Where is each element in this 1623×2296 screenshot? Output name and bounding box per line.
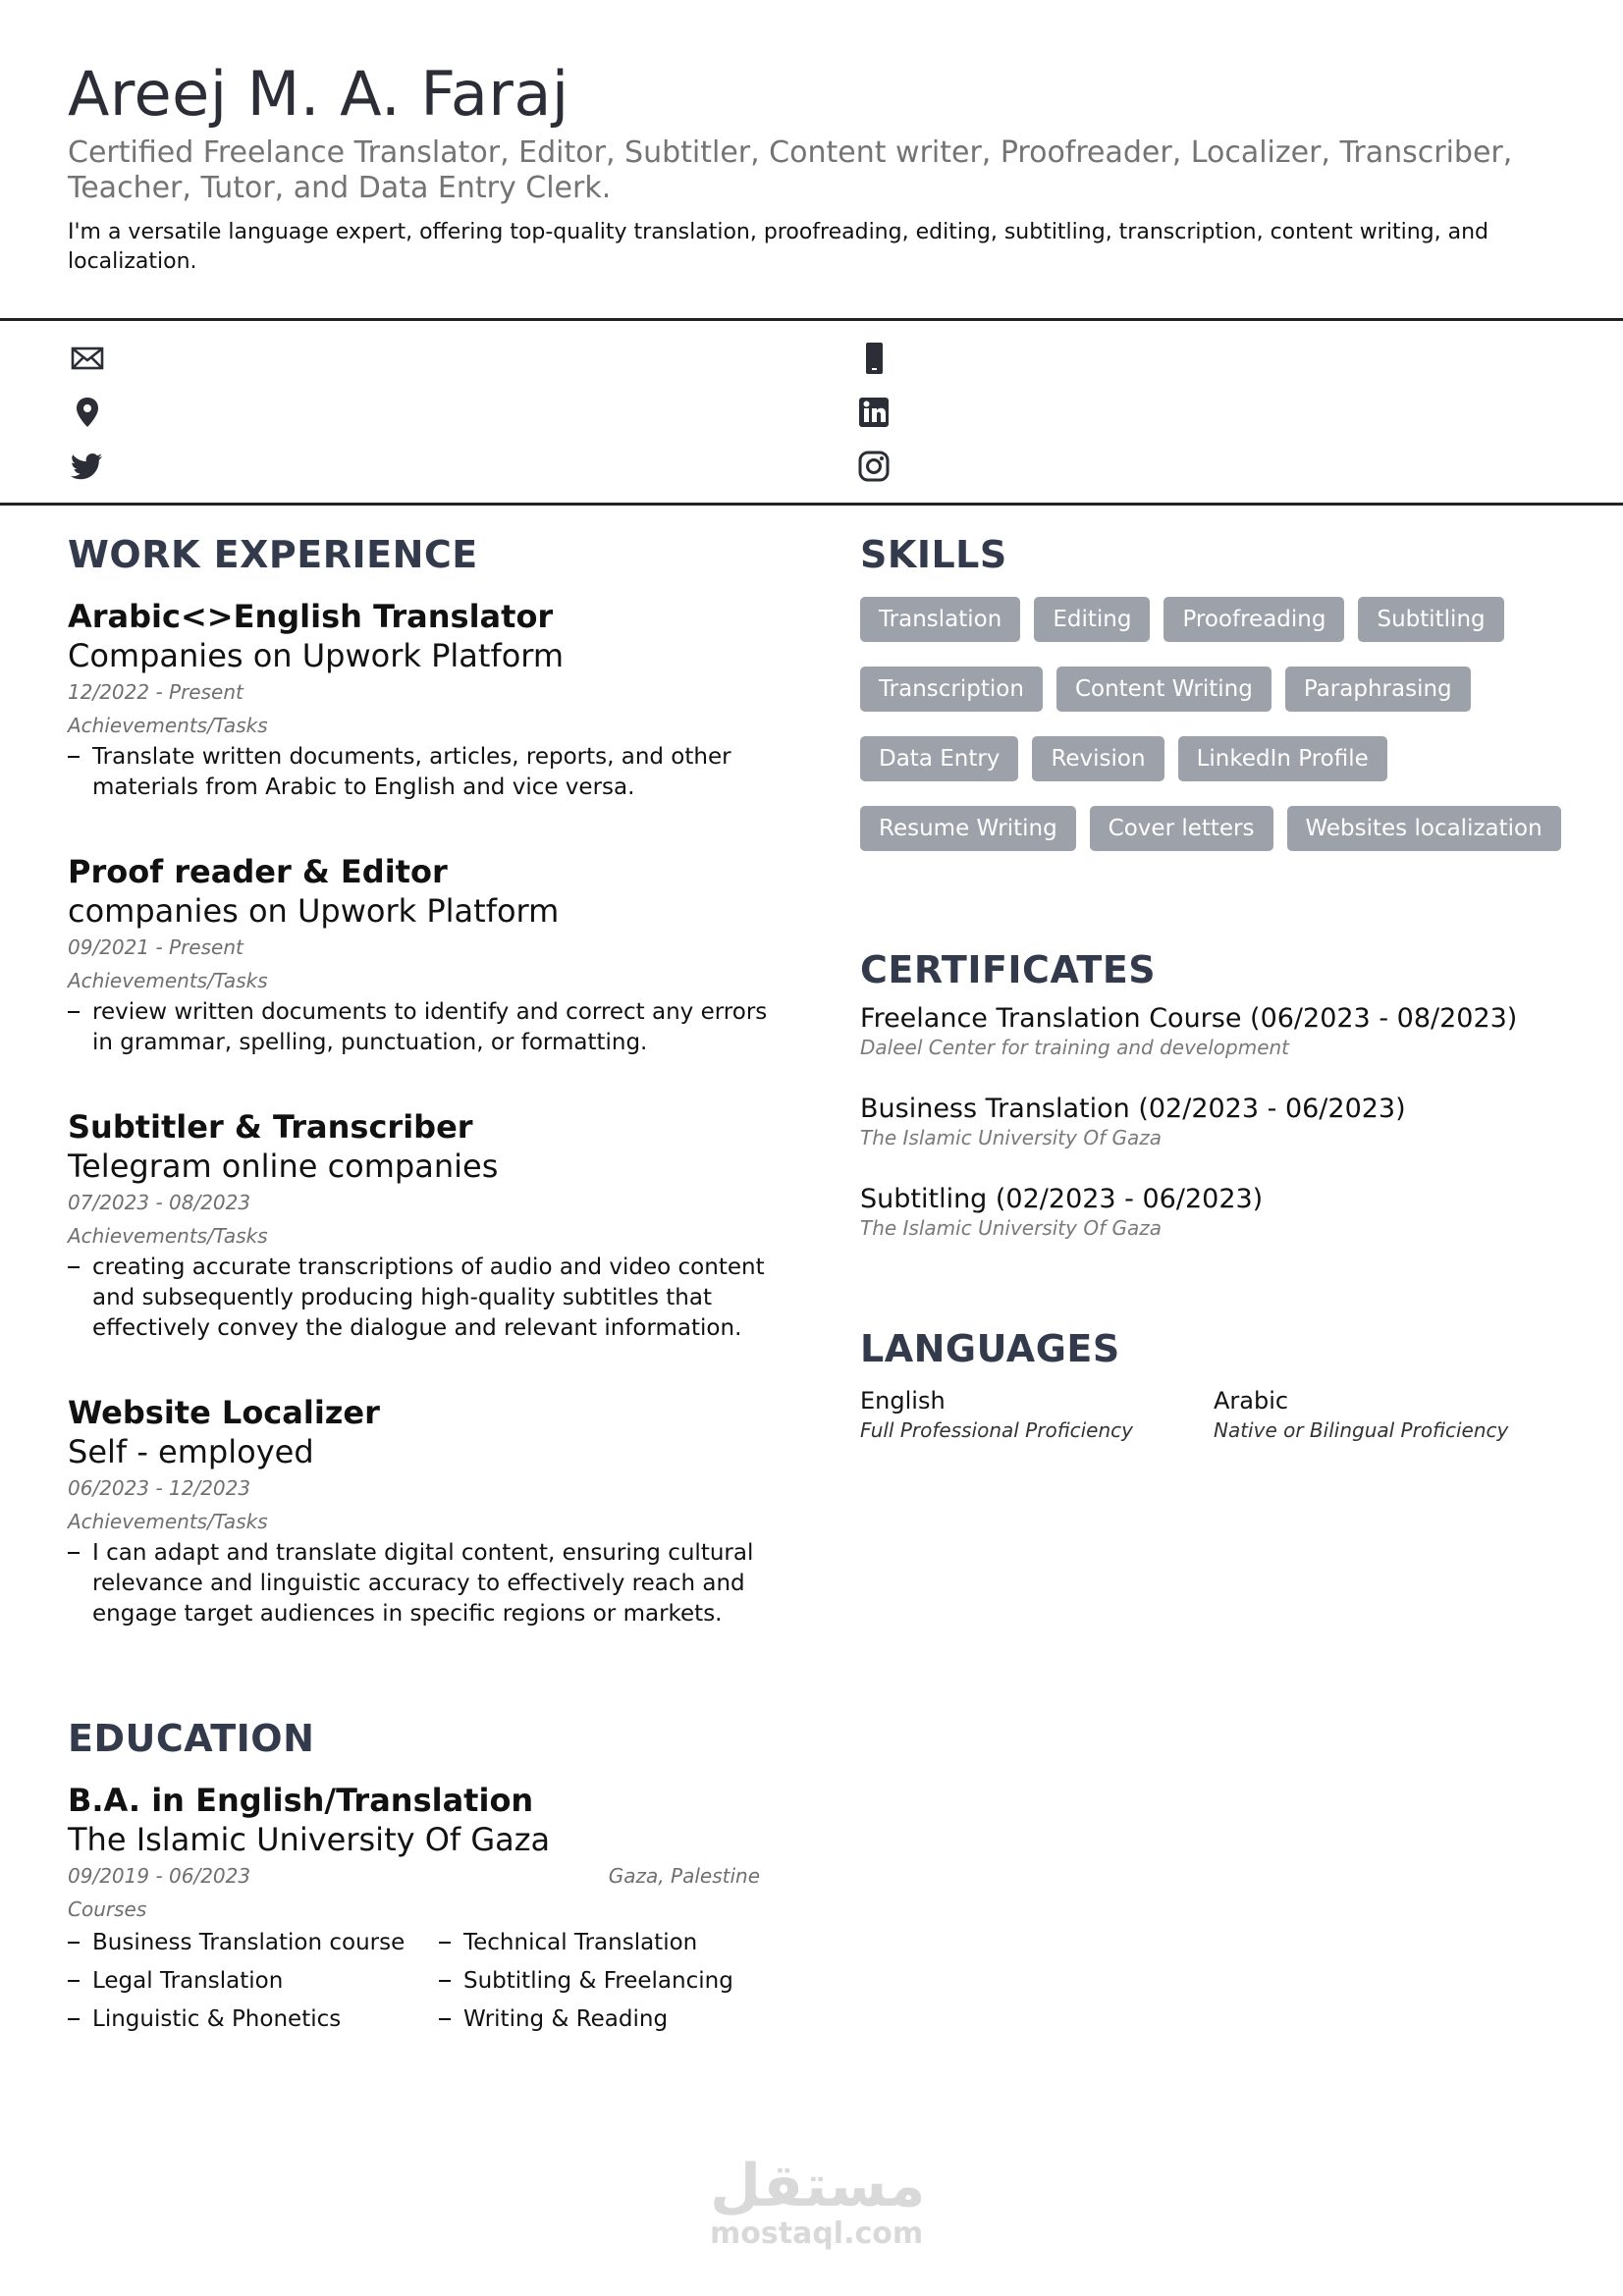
certificate-issuer: Daleel Center for training and development: [860, 1036, 1290, 1059]
education-location: Gaza, Palestine: [608, 1864, 760, 1888]
certificate-name: Business Translation (02/2023 - 06/2023): [860, 1094, 1406, 1124]
right-column: [860, 530, 1567, 1444]
certificate-issuer: The Islamic University Of Gaza: [860, 1126, 1162, 1149]
course-item: Business Translation course: [68, 1928, 439, 1958]
certificate-name: Freelance Translation Course (06/2023 - 08/2023): [860, 1003, 1518, 1034]
course-item: Linguistic & Phonetics: [68, 2004, 439, 2035]
candidate-title: Certified Freelance Translator, Editor, Subtitler, Content writer, Proofreader, Localizer, Transcriber, Teacher, Tutor, and Data Entry Clerk.: [68, 135, 1513, 205]
job-tasks: [68, 1538, 775, 1629]
watermark-latin: mostaql.com: [710, 2216, 924, 2251]
profile-summary: I'm a versatile language expert, offering top-quality translation, proofreading, editing, subtitling, transcription, content writing, and localization.: [68, 220, 1488, 274]
watermark-arabic: مستقل: [710, 2152, 926, 2220]
skill-tag: Resume Writing: [860, 806, 1076, 851]
job-task-item: creating accurate transcriptions of audio and video content and subsequently producing high-quality subtitles that effectively convey the dialogue and relevant information.: [68, 1253, 775, 1344]
job-company: companies on Upwork Platform: [68, 892, 560, 930]
job-dates: 12/2022 - Present: [68, 680, 243, 704]
job-task-item: I can adapt and translate digital content, ensuring cultural relevance and linguistic accuracy to effectively reach and engage target audiences in specific regions or markets.: [68, 1538, 775, 1629]
education-dates: 09/2019 - 06/2023: [68, 1864, 251, 1888]
section-title-skills: SKILLS: [860, 533, 1007, 576]
language-name: English: [860, 1387, 946, 1415]
job-title: Subtitler & Transcriber: [68, 1108, 473, 1146]
certificate-entry: [860, 1002, 1567, 1059]
skill-tag: Translation: [860, 597, 1020, 642]
skill-tag: Editing: [1034, 597, 1150, 642]
languages-list: [860, 1385, 1567, 1444]
job-task-item: review written documents to identify and correct any errors in grammar, spelling, punctuation, or formatting.: [68, 997, 775, 1058]
mostaql-watermark: [710, 2152, 926, 2251]
section-title-certificates: CERTIFICATES: [860, 948, 1157, 991]
skill-tag: Revision: [1032, 736, 1163, 781]
skills-section: [860, 530, 1567, 851]
linkedin-icon[interactable]: [857, 396, 891, 429]
job-tasks: [68, 1253, 775, 1344]
job-dates: 09/2021 - Present: [68, 935, 243, 959]
section-title-education: EDUCATION: [68, 1717, 315, 1760]
job-tasks: [68, 742, 775, 803]
left-column: [68, 530, 775, 2035]
skills-tags: [860, 597, 1567, 851]
skill-tag: Subtitling: [1358, 597, 1503, 642]
twitter-icon[interactable]: [71, 450, 104, 483]
certificate-entry: [860, 1183, 1567, 1240]
language-entry: [860, 1385, 1214, 1444]
phone-icon[interactable]: [857, 342, 891, 375]
divider-top: [0, 318, 1623, 321]
job-tasks-label: Achievements/Tasks: [68, 1510, 268, 1533]
certificate-issuer: The Islamic University Of Gaza: [860, 1216, 1162, 1240]
email-icon[interactable]: [71, 342, 104, 375]
job-entry: [68, 597, 775, 803]
skill-tag: Websites localization: [1287, 806, 1561, 851]
course-item: Technical Translation: [439, 1928, 763, 1958]
resume-header: [68, 57, 1560, 277]
degree-title: B.A. in English/Translation: [68, 1782, 534, 1819]
job-entry: [68, 852, 775, 1058]
instagram-icon[interactable]: [857, 450, 891, 483]
job-company: Telegram online companies: [68, 1148, 499, 1185]
job-company: Self - employed: [68, 1433, 314, 1470]
job-task-item: Translate written documents, articles, reports, and other materials from Arabic to English and vice versa.: [68, 742, 775, 803]
skill-tag: Transcription: [860, 667, 1043, 712]
skill-tag: LinkedIn Profile: [1178, 736, 1387, 781]
location-icon[interactable]: [71, 396, 104, 429]
education-section: [68, 1714, 775, 2035]
job-title: Arabic<>English Translator: [68, 598, 554, 635]
languages-section: [860, 1324, 1567, 1444]
language-level: Native or Bilingual Proficiency: [1214, 1418, 1509, 1442]
certificates-section: [860, 945, 1567, 1240]
job-dates: 06/2023 - 12/2023: [68, 1476, 251, 1500]
section-title-work: WORK EXPERIENCE: [68, 533, 478, 576]
course-item: Subtitling & Freelancing: [439, 1966, 763, 1997]
skill-tag: Cover letters: [1090, 806, 1273, 851]
candidate-name: Areej M. A. Faraj: [68, 58, 569, 130]
job-tasks-label: Achievements/Tasks: [68, 969, 268, 992]
language-name: Arabic: [1214, 1387, 1289, 1415]
language-entry: [1214, 1385, 1567, 1444]
course-item: Writing & Reading: [439, 2004, 763, 2035]
skill-tag: Content Writing: [1056, 667, 1271, 712]
job-tasks-label: Achievements/Tasks: [68, 714, 268, 737]
job-entry: [68, 1393, 775, 1629]
certificate-name: Subtitling (02/2023 - 06/2023): [860, 1184, 1264, 1214]
skill-tag: Data Entry: [860, 736, 1018, 781]
skill-tag: Paraphrasing: [1285, 667, 1471, 712]
school-name: The Islamic University Of Gaza: [68, 1821, 551, 1858]
certificate-entry: [860, 1093, 1567, 1149]
section-title-languages: LANGUAGES: [860, 1327, 1120, 1370]
job-tasks: [68, 997, 775, 1058]
language-level: Full Professional Proficiency: [860, 1418, 1133, 1442]
courses-label: Courses: [68, 1897, 147, 1921]
job-entry: [68, 1107, 775, 1344]
job-title: Proof reader & Editor: [68, 853, 448, 890]
job-tasks-label: Achievements/Tasks: [68, 1224, 268, 1248]
skill-tag: Proofreading: [1163, 597, 1344, 642]
job-dates: 07/2023 - 08/2023: [68, 1191, 251, 1214]
job-title: Website Localizer: [68, 1394, 380, 1431]
course-item: Legal Translation: [68, 1966, 439, 1997]
job-company: Companies on Upwork Platform: [68, 637, 565, 674]
education-entry: [68, 1781, 775, 2035]
courses-list: [68, 1928, 775, 2035]
work-experience-section: [68, 530, 775, 1629]
education-meta-row: [68, 1859, 760, 1893]
divider-bottom: [0, 503, 1623, 506]
